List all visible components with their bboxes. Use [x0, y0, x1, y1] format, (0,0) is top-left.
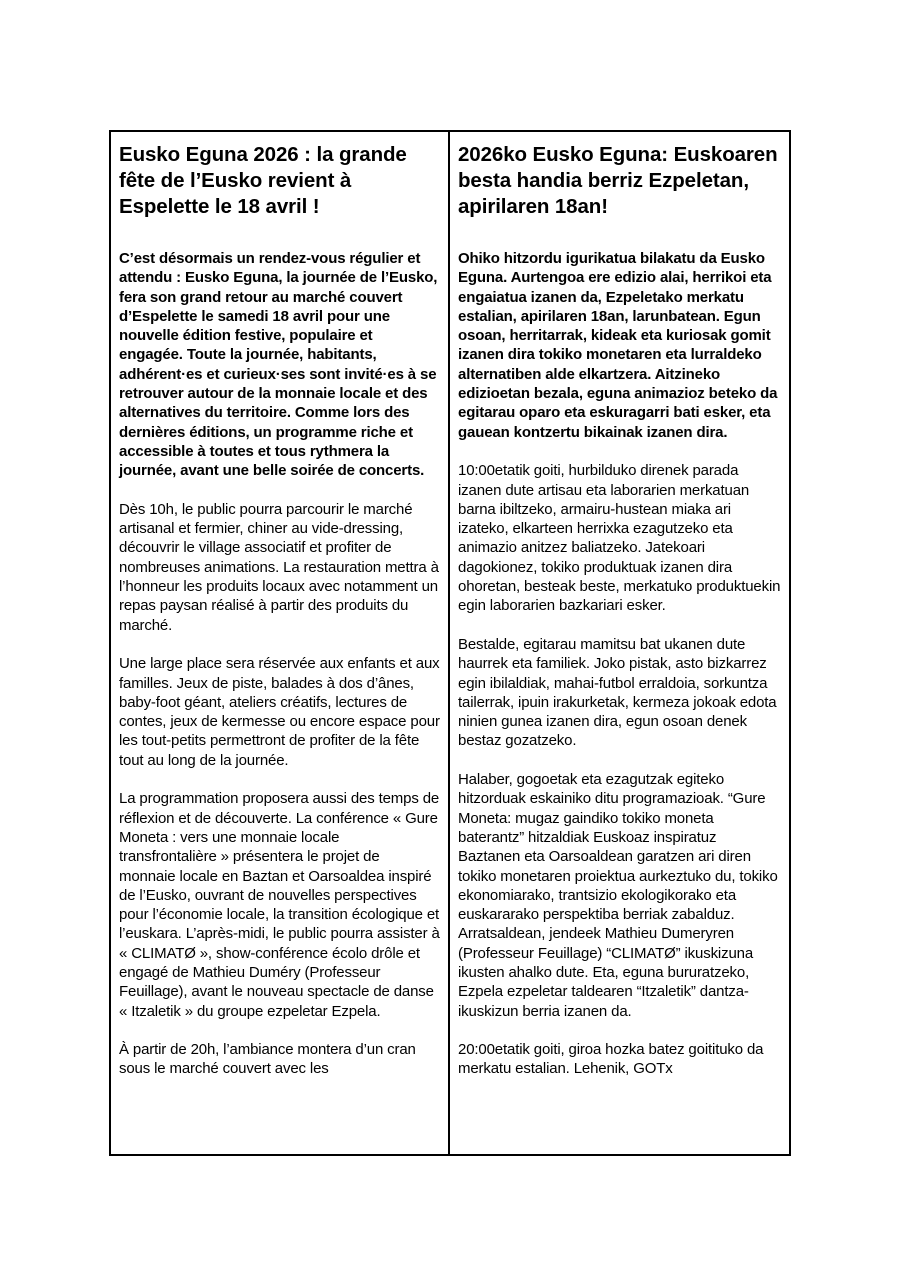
french-paragraph-program: La programmation proposera aussi des temps de réflexion et de découverte. La conférence « Gure Moneta : vers une monnaie locale transfrontalière » présentera le projet de monnaie locale en Baztan et Oarsoaldea inspiré de l’Eusko, ouvrant de nouvelles perspectives pour l’économie locale, la transition écologique et l’euskara. L’après-midi, le public pourra assister à « CLIMATØ », show-conférence écolo drôle et engagé de Mathieu Duméry (Professeur Feuillage), avant le nouveau spectacle de danse « Itzaletik » du groupe ezpeletar Ezpela. — [119, 790, 440, 1020]
french-column — [111, 132, 450, 1154]
french-title: Eusko Eguna 2026 : la grande fête de l’Eusko revient à Espelette le 18 avril ! — [119, 143, 407, 218]
french-paragraph-evening: À partir de 20h, l’ambiance montera d’un cran sous le marché couvert avec les — [119, 1041, 416, 1078]
french-paragraph-market: Dès 10h, le public pourra parcourir le marché artisanal et fermier, chiner au vide-dressing, découvrir le village associatif et profiter de nombreuses animations. La restauration mettra à l’honneur les produits locaux avec notamment un repas paysan réalisé à partir des produits du marché. — [119, 500, 439, 634]
bilingual-article-table — [109, 130, 791, 1156]
basque-paragraph-program: Halaber, gogoetak eta ezagutzak egiteko hitzorduak eskainiko ditu programazioak. “Gure Moneta: mugaz gaindiko tokiko moneta baterantz” hitzaldiak Euskoaz inspiratuz Baztanen eta Oarsoaldean garatzen ari diren tokiko monetaren proiektua aurkeztuko du, tokiko ekonomiarako, trantsizio ekologikorako eta euskararako perspektiba berriak zabalduz. Arratsaldean, jendeek Mathieu Dumeryren (Professeur Feuillage) “CLIMATØ” ikuskizuna ikusten ahalko dute. Eta, eguna bururatzeko, Ezpela ezpeletar taldearen “Itzaletik” dantza-ikuskizun berria izanen da. — [458, 771, 778, 1020]
basque-paragraph-evening: 20:00etatik goiti, giroa hozka batez goitituko da merkatu estalian. Lehenik, GOTx — [458, 1041, 764, 1078]
basque-column — [450, 132, 789, 1154]
basque-paragraph-families: Bestalde, egitarau mamitsu bat ukanen dute haurrek eta familiek. Joko pistak, asto bizkarrez egin ibilaldiak, mahai-futbol erraldoia, sorkuntza tailerrak, ipuin irakurketak, kermeza jokoak edota ninien gunea izanen dira, egun osoan denek bestaz gozatzeko. — [458, 635, 777, 750]
french-lead-paragraph: C’est désormais un rendez-vous régulier et attendu : Eusko Eguna, la journée de l’Eusko, fera son grand retour au marché couvert d’Espelette le samedi 18 avril pour une nouvelle édition festive, populaire et engagée. Toute la journée, habitants, adhérent·es et curieux·ses sont invité·es à se retrouver autour de la monnaie locale et des alternatives du territoire. Comme lors des dernières éditions, un programme riche et accessible à toutes et tous rythmera la journée, avant une belle soirée de concerts. — [119, 250, 438, 480]
french-paragraph-families: Une large place sera réservée aux enfants et aux familles. Jeux de piste, balades à dos d’ânes, baby-foot géant, ateliers créatifs, lectures de contes, jeux de kermesse ou encore espace pour les tout-petits permettront de profiter de la fête tout au long de la journée. — [119, 655, 440, 769]
basque-lead-paragraph: Ohiko hitzordu igurikatua bilakatu da Eusko Eguna. Aurtengoa ere edizio alai, herrikoi eta engaiatua izanen da, Ezpeletako merkatu estalian, apirilaren 18an, larunbatean. Egun osoan, herritarrak, kideak eta kuriosak gomit izanen dira tokiko monetaren eta lurraldeko alternatiben alde elkartzera. Aitzineko edizioetan bezala, eguna animazioz beteko da egitarau oparo eta eskuragarri bati esker, eta gauean kontzertu bikainak izanen dira. — [458, 250, 778, 441]
basque-title: 2026ko Eusko Eguna: Euskoaren besta handia berriz Ezpeletan, apirilaren 18an! — [458, 143, 778, 218]
basque-paragraph-market: 10:00etatik goiti, hurbilduko direnek parada izanen dute artisau eta laborarien merkatuan barna ibiltzeko, armairu-hustean miaka ari izateko, elkarteen herrixka ezagutzeko eta animazio anitzez baliatzeko. Jatekoari dagokionez, tokiko produktuak izanen dira ohoretan, besteak beste, merkatuko produktuekin egin laborarien bazkariari esker. — [458, 462, 781, 615]
